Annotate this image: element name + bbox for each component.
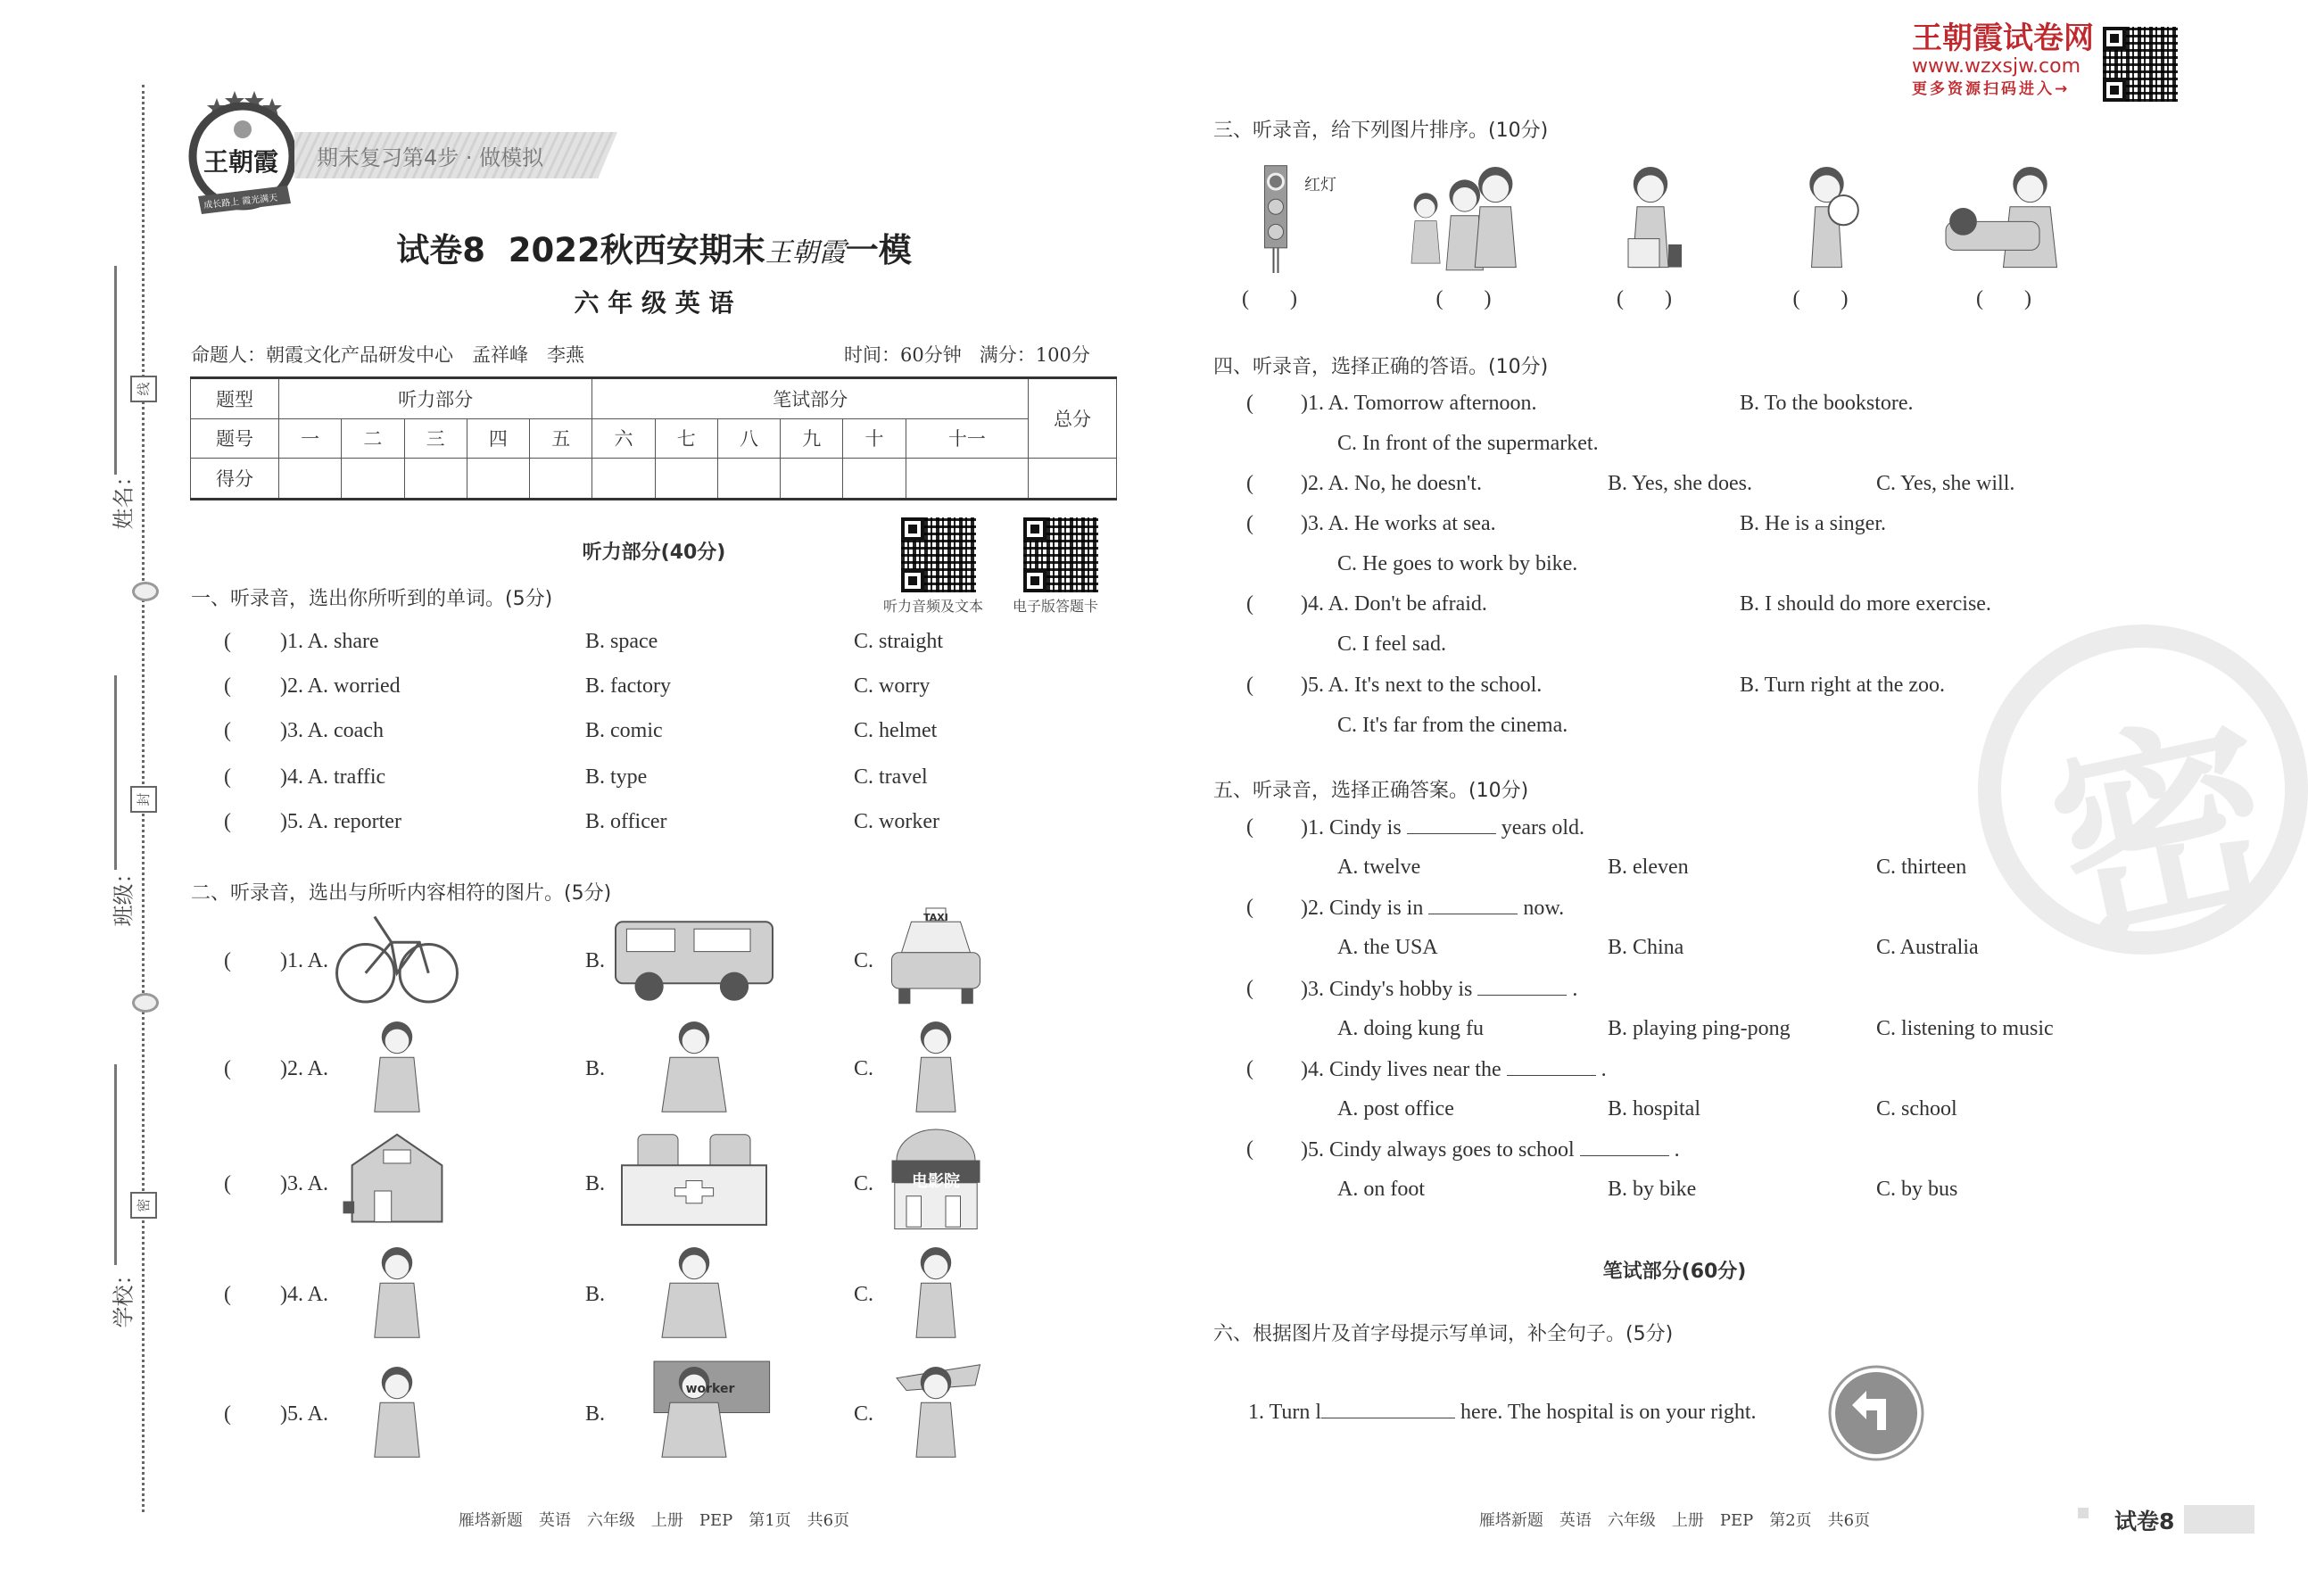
row-header-score: 得分 (191, 459, 279, 500)
answer-paren[interactable]: ( (1246, 392, 1253, 415)
s1-option-c: C. helmet (854, 719, 938, 742)
listening-part-header: 听力部分 (279, 378, 592, 419)
school-underline (114, 1064, 117, 1265)
score-input-cell[interactable] (467, 459, 529, 500)
s1-option-c: C. travel (854, 765, 928, 789)
row-header-type: 题型 (191, 378, 279, 419)
mother-and-sick-child-image (1943, 159, 2077, 273)
traffic-light-label: 红灯 (1304, 176, 1336, 194)
answer-paren[interactable]: ( (1246, 977, 1253, 1000)
s4-option-c: C. He goes to work by bike. (1337, 552, 1578, 575)
scientist-image (341, 1360, 453, 1462)
angry-boy-image (341, 1240, 453, 1343)
turn-left-sign-icon (1827, 1364, 1925, 1462)
pilot-image (887, 1360, 985, 1462)
binding-knot-icon (132, 993, 159, 1013)
s5-option-a: A. twelve (1337, 856, 1421, 879)
s5-option-a: A. on foot (1337, 1178, 1425, 1201)
school-label: 学校： (111, 1263, 136, 1328)
question-number-cell: 五 (530, 418, 592, 458)
s2-option-c: C. (854, 1057, 874, 1080)
s6-question-1 (1248, 1400, 1757, 1425)
site-url[interactable]: www.wzxsjw.com (1912, 55, 2081, 78)
s2-option-c: C. (854, 1172, 874, 1195)
s5-answer-blank[interactable] (1507, 1057, 1596, 1076)
qr-caption-answer-card: 电子版答题卡 (1013, 598, 1099, 615)
boy-playing-chess-image (1606, 159, 1695, 273)
footer-right: 雁塔新题 英语 六年级 上册 PEP 第2页 共6页 (1478, 1511, 1871, 1530)
s2-option-b: B. (585, 1402, 606, 1426)
s5-option-a: A. post office (1337, 1097, 1454, 1121)
brand-signature: 王朝霞 (765, 237, 846, 269)
s5-question-end: now. (1523, 897, 1565, 920)
answer-paren[interactable]: ( (224, 630, 231, 653)
s5-option-c: C. thirteen (1876, 856, 1967, 879)
happy-boy-image (614, 1240, 774, 1343)
s5-answer-blank[interactable] (1407, 815, 1496, 834)
score-input-cell[interactable] (342, 459, 404, 500)
boy-with-football-image (1789, 159, 1865, 273)
s1-option-c: C. worry (854, 674, 931, 698)
answer-paren[interactable]: ( (224, 719, 231, 742)
section-1-heading: 一、听录音，选出你所听到的单词。(5分) (191, 588, 553, 610)
question-number-cell: 六 (592, 418, 655, 458)
section-5-heading: 五、听录音，选择正确答案。(10分) (1213, 780, 1529, 802)
s5-question-3 (1301, 977, 1577, 1002)
s4-question-5: )5. A. It's next to the school. (1301, 674, 1543, 697)
s5-option-b: B. by bike (1608, 1178, 1697, 1201)
answer-paren[interactable]: ( (1246, 1057, 1253, 1080)
qr-code-answer-card[interactable] (1023, 517, 1098, 592)
score-input-cell[interactable] (781, 459, 843, 500)
s1-option-b: B. officer (585, 810, 667, 833)
score-input-cell[interactable] (717, 459, 780, 500)
s1-option-b: B. comic (585, 719, 663, 742)
answer-paren[interactable]: ( (224, 1057, 231, 1080)
question-number-cell: 一 (279, 418, 342, 458)
teacher-sign-text: worker (685, 1382, 735, 1397)
s5-option-a: A. the USA (1337, 936, 1438, 959)
exam-meta (844, 341, 1090, 368)
s5-option-b: B. China (1608, 936, 1684, 959)
score-input-cell[interactable] (279, 459, 342, 500)
sad-boy-image (887, 1240, 985, 1343)
s5-question-1 (1301, 815, 1584, 840)
listening-section-title: 听力部分(40分) (582, 542, 726, 564)
hospital-image (614, 1129, 774, 1232)
s5-option-b: B. hospital (1608, 1097, 1701, 1121)
question-number-cell: 八 (717, 418, 780, 458)
site-name: 王朝霞试卷网 (1912, 21, 2094, 56)
s5-question-stem: )2. Cindy is in (1301, 897, 1424, 920)
answer-paren[interactable]: ( (1246, 815, 1253, 839)
total-score-cell[interactable] (1029, 459, 1117, 500)
ribbon-right: 霞光满天 (241, 193, 278, 207)
s1-option-c: C. straight (854, 630, 943, 653)
answer-paren[interactable]: ( (224, 1172, 231, 1195)
section-6-heading: 六、根据图片及首字母提示写单词，补全句子。(5分) (1213, 1323, 1674, 1345)
writing-part-header: 笔试部分 (592, 378, 1029, 419)
page-title (396, 223, 912, 271)
order-answer-paren[interactable]: ( ) (1976, 287, 2031, 310)
s1-option-b: B. factory (585, 674, 671, 698)
s4-question-4: )4. A. Don't be afraid. (1301, 592, 1487, 616)
s2-option-b: B. (585, 1172, 606, 1195)
order-answer-paren[interactable]: ( ) (1617, 287, 1672, 310)
paper-badge: 试卷8 (2114, 1509, 2175, 1534)
traffic-light-image (1253, 159, 1298, 273)
answer-paren[interactable]: ( (224, 1283, 231, 1306)
bicycle-image (341, 906, 453, 1009)
s2-question-2: )2. A. (280, 1057, 328, 1080)
question-number-cell: 四 (467, 418, 529, 458)
s1-question-1: )1. A. share (280, 630, 379, 653)
seal-mark-xian: 线 (130, 376, 157, 402)
s4-question-1: )1. A. Tomorrow afternoon. (1301, 392, 1537, 415)
s4-option-b: B. Turn right at the zoo. (1740, 674, 1946, 697)
s5-question-4 (1301, 1057, 1607, 1082)
score-input-cell[interactable] (530, 459, 592, 500)
s4-option-c: C. It's far from the cinema. (1337, 714, 1568, 737)
site-logo[interactable] (1912, 21, 2094, 100)
binding-knot-icon (132, 582, 159, 601)
s2-option-b: B. (585, 949, 606, 972)
section-2-heading: 二、听录音，选出与所听内容相符的图片。(5分) (191, 882, 612, 905)
answer-paren[interactable]: ( (224, 765, 231, 789)
answer-paren[interactable]: ( (1246, 1137, 1253, 1161)
s1-question-2: )2. A. worried (280, 674, 401, 698)
s1-option-c: C. worker (854, 810, 939, 833)
s1-option-b: B. type (585, 765, 648, 789)
s4-question-2: )2. A. No, he doesn't. (1301, 472, 1482, 495)
s1-question-5: )5. A. reporter (280, 810, 401, 833)
question-number-cell: 十一 (906, 418, 1028, 458)
s2-option-b: B. (585, 1057, 606, 1080)
answer-paren[interactable]: ( (224, 810, 231, 833)
post-office-image (341, 1129, 453, 1232)
question-number-cell: 二 (342, 418, 404, 458)
question-number-cell: 九 (781, 418, 843, 458)
score-table (190, 376, 1117, 500)
dancing-girl-image (614, 1014, 774, 1117)
s5-option-b: B. eleven (1608, 856, 1689, 879)
s5-question-5 (1301, 1137, 1680, 1162)
order-answer-paren[interactable]: ( ) (1242, 287, 1297, 310)
s5-answer-blank[interactable] (1428, 896, 1518, 914)
s5-question-stem: )4. Cindy lives near the (1301, 1058, 1501, 1081)
s5-option-c: C. Australia (1876, 936, 1979, 959)
answer-paren[interactable]: ( (1246, 674, 1253, 697)
total-header: 总分 (1029, 378, 1117, 459)
s5-question-stem: )3. Cindy's hobby is (1301, 978, 1473, 1001)
order-answer-paren[interactable]: ( ) (1792, 287, 1849, 310)
s6-q1-blank[interactable] (1321, 1400, 1455, 1418)
score-input-cell[interactable] (655, 459, 717, 500)
s4-option-b: B. I should do more exercise. (1740, 592, 1991, 616)
time-limit: 时间：60分钟 (844, 344, 962, 366)
title-main: 2022秋西安期末 (508, 231, 765, 269)
answer-paren[interactable]: ( (224, 949, 231, 972)
s4-option-c: C. Yes, she will. (1876, 472, 2015, 495)
s1-question-3: )3. A. coach (280, 719, 384, 742)
cinema-sign-text: 电影院 (912, 1171, 960, 1191)
s2-option-c: C. (854, 949, 874, 972)
s4-option-b: B. He is a singer. (1740, 512, 1886, 535)
teacher-image (614, 1360, 774, 1462)
question-number-cell: 七 (655, 418, 717, 458)
s2-question-5: )5. A. (280, 1402, 328, 1426)
row-header-number: 题号 (191, 418, 279, 458)
s5-option-c: C. school (1876, 1097, 1957, 1121)
class-underline (114, 675, 117, 870)
qr-caption-audio: 听力音频及文本 (883, 598, 984, 615)
s4-option-b: B. Yes, she does. (1608, 472, 1753, 495)
qr-code-site[interactable] (2103, 27, 2178, 102)
order-answer-paren[interactable]: ( ) (1435, 287, 1492, 310)
s2-question-4: )4. A. (280, 1283, 328, 1306)
s2-option-c: C. (854, 1402, 874, 1426)
question-number-cell: 三 (404, 418, 467, 458)
s5-answer-blank[interactable] (1580, 1137, 1669, 1156)
score-input-cell[interactable] (592, 459, 655, 500)
s2-question-3: )3. A. (280, 1172, 328, 1195)
s2-option-c: C. (854, 1283, 874, 1306)
s5-question-stem: )1. Cindy is (1301, 816, 1402, 839)
s5-question-end: years old. (1501, 816, 1584, 839)
s4-option-c: C. In front of the supermarket. (1337, 432, 1599, 455)
name-underline (114, 266, 117, 475)
writing-section-title: 笔试部分(60分) (1602, 1261, 1747, 1283)
s5-question-end: . (1601, 1058, 1607, 1081)
s5-question-end: . (1674, 1138, 1680, 1162)
answer-paren[interactable]: ( (1246, 512, 1253, 535)
paper-number: 试卷8 (396, 231, 485, 269)
s5-option-a: A. doing kung fu (1337, 1017, 1484, 1040)
answer-paren[interactable]: ( (1246, 592, 1253, 616)
s2-question-1: )1. A. (280, 949, 328, 972)
page-subtitle: 六 年 级 英 语 (574, 288, 734, 318)
footer-left: 雁塔新题 英语 六年级 上册 PEP 第1页 共6页 (458, 1511, 850, 1530)
answer-paren[interactable]: ( (1246, 472, 1253, 495)
brand-logo-text: 王朝霞 (203, 147, 279, 177)
s1-question-4: )4. A. traffic (280, 765, 386, 789)
s5-option-c: C. listening to music (1876, 1017, 2054, 1040)
s5-answer-blank[interactable] (1477, 977, 1567, 996)
taxi-sign-text: TAXI (923, 912, 948, 923)
brand-logo (187, 89, 299, 219)
s5-question-2 (1301, 896, 1564, 921)
score-input-cell[interactable] (843, 459, 906, 500)
s6-q1-prefix: 1. Turn l (1248, 1401, 1322, 1424)
site-cta: 更多资源扫码进入→ (1912, 80, 2071, 98)
ribbon-left: 成长路上 (203, 197, 240, 211)
section-4-heading: 四、听录音，选择正确的答语。(10分) (1213, 356, 1549, 378)
seal-mark-mi: 密 (130, 1192, 157, 1219)
s4-question-3: )3. A. He works at sea. (1301, 512, 1496, 535)
question-number-cell: 十 (843, 418, 906, 458)
s5-option-c: C. by bus (1876, 1178, 1958, 1201)
family-image (1419, 159, 1521, 273)
s1-option-b: B. space (585, 630, 658, 653)
s4-option-b: B. To the bookstore. (1740, 392, 1914, 415)
s6-q1-suffix: here. The hospital is on your right. (1460, 1401, 1757, 1424)
seal-mark-feng: 封 (130, 786, 157, 813)
answer-paren[interactable]: ( (224, 1402, 231, 1426)
watermark: 密 (2031, 687, 2294, 977)
singing-girl-image (341, 1014, 453, 1117)
answer-paren[interactable]: ( (224, 674, 231, 698)
section-3-heading: 三、听录音，给下列图片排序。(10分) (1213, 120, 1549, 142)
title-suffix: 一模 (845, 231, 912, 269)
full-score: 满分：100分 (979, 344, 1090, 366)
score-input-cell[interactable] (404, 459, 467, 500)
s5-question-stem: )5. Cindy always goes to school (1301, 1138, 1575, 1162)
s5-question-end: . (1572, 978, 1578, 1001)
score-input-cell[interactable] (906, 459, 1028, 500)
qr-code-audio[interactable] (901, 517, 976, 592)
name-label: 姓名： (111, 465, 136, 530)
s2-option-b: B. (585, 1283, 606, 1306)
review-banner: 期末复习第4步 · 做模拟 (317, 145, 544, 170)
bus-image (614, 906, 774, 1009)
answer-paren[interactable]: ( (1246, 896, 1253, 919)
author-line: 命题人：朝霞文化产品研发中心 孟祥峰 李燕 (191, 344, 584, 366)
s4-option-c: C. I feel sad. (1337, 633, 1446, 656)
reading-girl-image (887, 1014, 985, 1117)
class-label: 班级： (111, 862, 136, 927)
badge-deco (2078, 1508, 2089, 1518)
s5-option-b: B. playing ping-pong (1608, 1017, 1791, 1040)
